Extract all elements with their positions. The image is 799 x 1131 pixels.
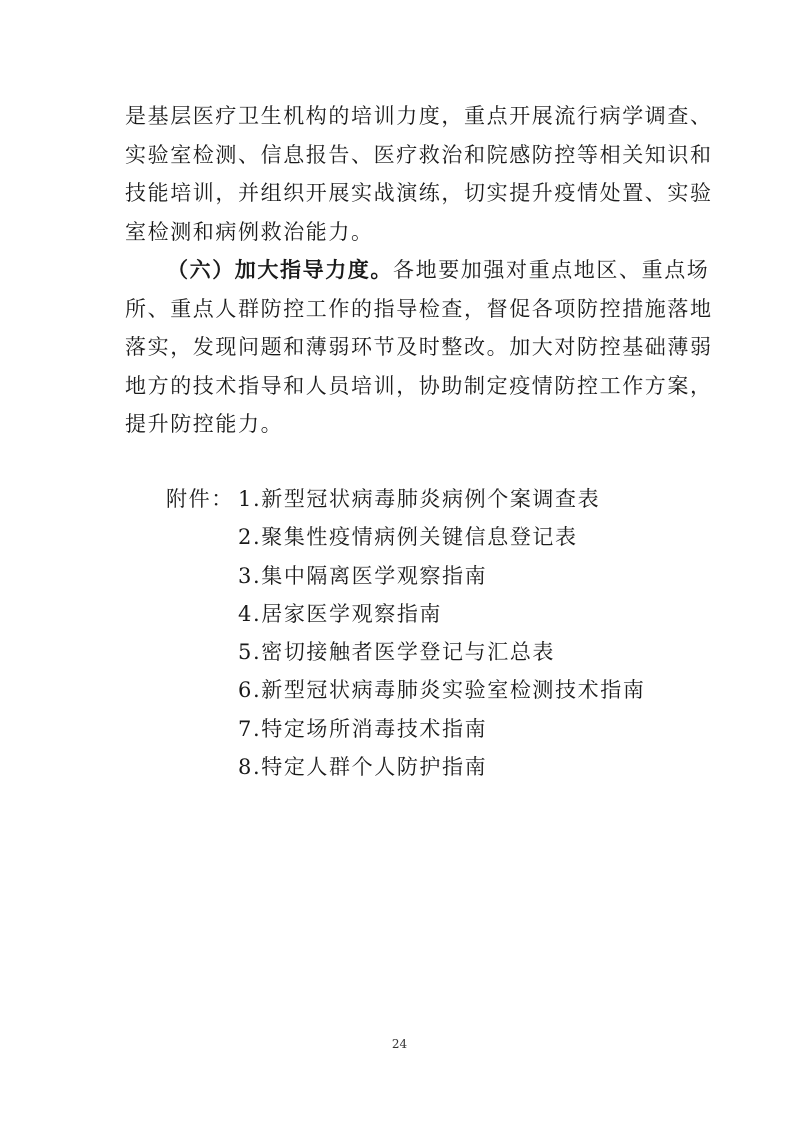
paragraph-line: 地方的技术指导和人员培训，协助制定疫情防控工作方案， bbox=[125, 373, 713, 398]
section-6-heading: （六）加大指导力度。 bbox=[167, 257, 393, 282]
attachment-item: 2.聚集性疫情病例关键信息登记表 bbox=[238, 525, 578, 550]
paragraph-line: 技能培训，并组织开展实战演练，切实提升疫情处置、实验 bbox=[125, 181, 713, 205]
attachment-item: 8.特定人群个人防护指南 bbox=[238, 755, 488, 780]
paragraph-line: 所、重点人群防控工作的指导检查，督促各项防控措施落地 bbox=[125, 296, 713, 321]
attachment-item: 5.密切接触者医学登记与汇总表 bbox=[238, 640, 556, 665]
paragraph-line: 提升防控能力。 bbox=[125, 412, 284, 436]
paragraph-line: 是基层医疗卫生机构的培训力度，重点开展流行病学调查、 bbox=[125, 104, 713, 128]
paragraph-line: 实验室检测、信息报告、医疗救治和院感防控等相关知识和 bbox=[125, 142, 713, 167]
paragraph-line: 室检测和病例救治能力。 bbox=[125, 219, 374, 244]
attachment-item: 1.新型冠状病毒肺炎病例个案调查表 bbox=[238, 487, 601, 511]
attachments-label: 附件： bbox=[166, 487, 234, 511]
attachments-list bbox=[238, 482, 645, 788]
paragraph-line: 落实，发现问题和薄弱环节及时整改。加大对防控基础薄弱 bbox=[125, 335, 713, 359]
attachment-item: 6.新型冠状病毒肺炎实验室检测技术指南 bbox=[238, 678, 646, 703]
section-6-first-line bbox=[125, 251, 710, 290]
attachment-item: 7.特定场所消毒技术指南 bbox=[238, 716, 488, 741]
page-number: 24 bbox=[391, 1037, 408, 1051]
attachment-item: 4.居家医学观察指南 bbox=[238, 601, 443, 626]
attachment-item: 3.集中隔离医学观察指南 bbox=[238, 563, 488, 588]
section-6-first-line-text: 各地要加强对重点地区、重点场 bbox=[393, 258, 710, 282]
body-text bbox=[125, 97, 713, 444]
